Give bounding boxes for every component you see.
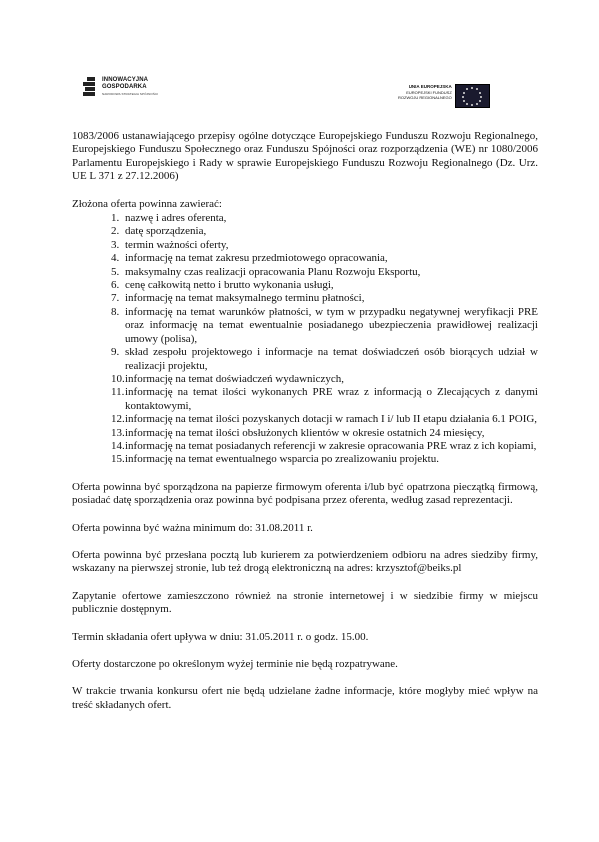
list-item: 13. informację na temat ilości obsłużonych klientów w okresie ostatnich 24 miesięcy, xyxy=(111,426,485,439)
list-item: 11. informację na temat ilości wykonanych PRE wraz z informacją o Zlecających z danymi kontaktowymi, xyxy=(111,386,538,412)
intro-paragraph: 1083/2006 ustanawiającego przepisy ogólne dotyczące Europejskiego Funduszu Rozwoju Regionalnego, Europejskiego Funduszu Społecznego oraz Funduszu Spójności oraz rozporządzenia (WE) nr 1080/2006 Parlamentu Europejskiego i Rady w sprawie Europejskiego Funduszu Rozwoju Regionalnego (Dz. Urz. UE L 371 z 27.12.2006) xyxy=(72,130,538,183)
list-item: 9. skład zespołu projektowego i informacje na temat doświadczeń osób biorących udział w realizacji projektu, xyxy=(111,346,538,372)
list-item: 8. informację na temat warunków płatności, w tym w przypadku negatywnej weryfikacji PRE oraz informację na temat ewentualnie posiadanego ubezpieczenia prawidłowej realizacji umowy (polisa), xyxy=(111,305,538,345)
requirements-list xyxy=(72,212,538,467)
list-item: 4. informację na temat zakresu przedmiotowego opracowania, xyxy=(111,252,388,265)
list-item: 3. termin ważności oferty, xyxy=(111,238,229,251)
list-item: 1. nazwę i adres oferenta, xyxy=(111,212,227,225)
list-item: 15. informację na temat ewentualnego wsparcia po zrealizowaniu projektu. xyxy=(111,453,439,466)
eu-logo xyxy=(398,84,490,108)
list-item: 10. informację na temat doświadczeń wydawniczych, xyxy=(111,372,344,385)
paragraph-no-information: W trakcie trwania konkursu ofert nie będą udzielane żadne informacje, które mogłyby mieć wpływ na treść składanych ofert. xyxy=(72,685,538,711)
list-item: 12. informację na temat ilości pozyskanych dotacji w ramach I i/ lub II etapu działania 6.1 POIG, xyxy=(111,413,538,426)
list-item: 14. informację na temat posiadanych referencji w zakresie opracowania PRE wraz z ich kopiami, xyxy=(111,439,537,452)
paragraph-publication: Zapytanie ofertowe zamieszczono również na stronie internetowej i w siedzibie firmy w miejscu publicznie dostępnym. xyxy=(72,589,538,616)
logo-text-line2: GOSPODARKA xyxy=(102,84,147,90)
paragraph-letterhead: Oferta powinna być sporządzona na papierze firmowym oferenta i/lub być opatrzona pieczątką firmową, posiadać datę sporządzenia oraz powinna być podpisana przez oferenta, według zasad reprezentacji. xyxy=(72,480,538,507)
list-title: Złożona oferta powinna zawierać: xyxy=(72,197,222,210)
list-item: 7. informację na temat maksymalnego terminu płatności, xyxy=(111,292,365,305)
paragraph-validity: Oferta powinna być ważna minimum do: 31.08.2011 r. xyxy=(72,521,313,534)
eu-flag-icon xyxy=(455,84,490,108)
paragraph-delivery: Oferta powinna być przesłana pocztą lub kurierem za potwierdzeniem odbioru na adres siedziby firmy, wskazany na pierwszej stronie, lub też drogą elektroniczną na adres: krzysztof@beiks.pl xyxy=(72,548,538,575)
list-item: 5. maksymalny czas realizacji opracowania Planu Rozwoju Eksportu, xyxy=(111,265,421,278)
logo-subtitle: NARODOWA STRATEGIA SPÓJNOŚCI xyxy=(102,92,159,96)
document-body xyxy=(72,130,538,726)
eu-text-line2: EUROPEJSKI FUNDUSZ xyxy=(406,90,452,95)
eu-text-line3: ROZWOJU REGIONALNEGO xyxy=(398,95,452,100)
logo-mark-icon xyxy=(83,77,97,99)
list-item: 6. cenę całkowitą netto i brutto wykonania usługi, xyxy=(111,279,334,292)
eu-text-line1: UNIA EUROPEJSKA xyxy=(408,84,452,89)
innowacyjna-gospodarka-logo xyxy=(83,77,158,99)
paragraph-late-offers: Oferty dostarczone po określonym wyżej terminie nie będą rozpatrywane. xyxy=(72,658,398,670)
paragraph-deadline: Termin składania ofert upływa w dniu: 31.05.2011 r. o godz. 15.00. xyxy=(72,630,369,643)
list-item: 2. datę sporządzenia, xyxy=(111,225,207,238)
logo-text-line1: INNOWACYJNA xyxy=(102,77,149,83)
